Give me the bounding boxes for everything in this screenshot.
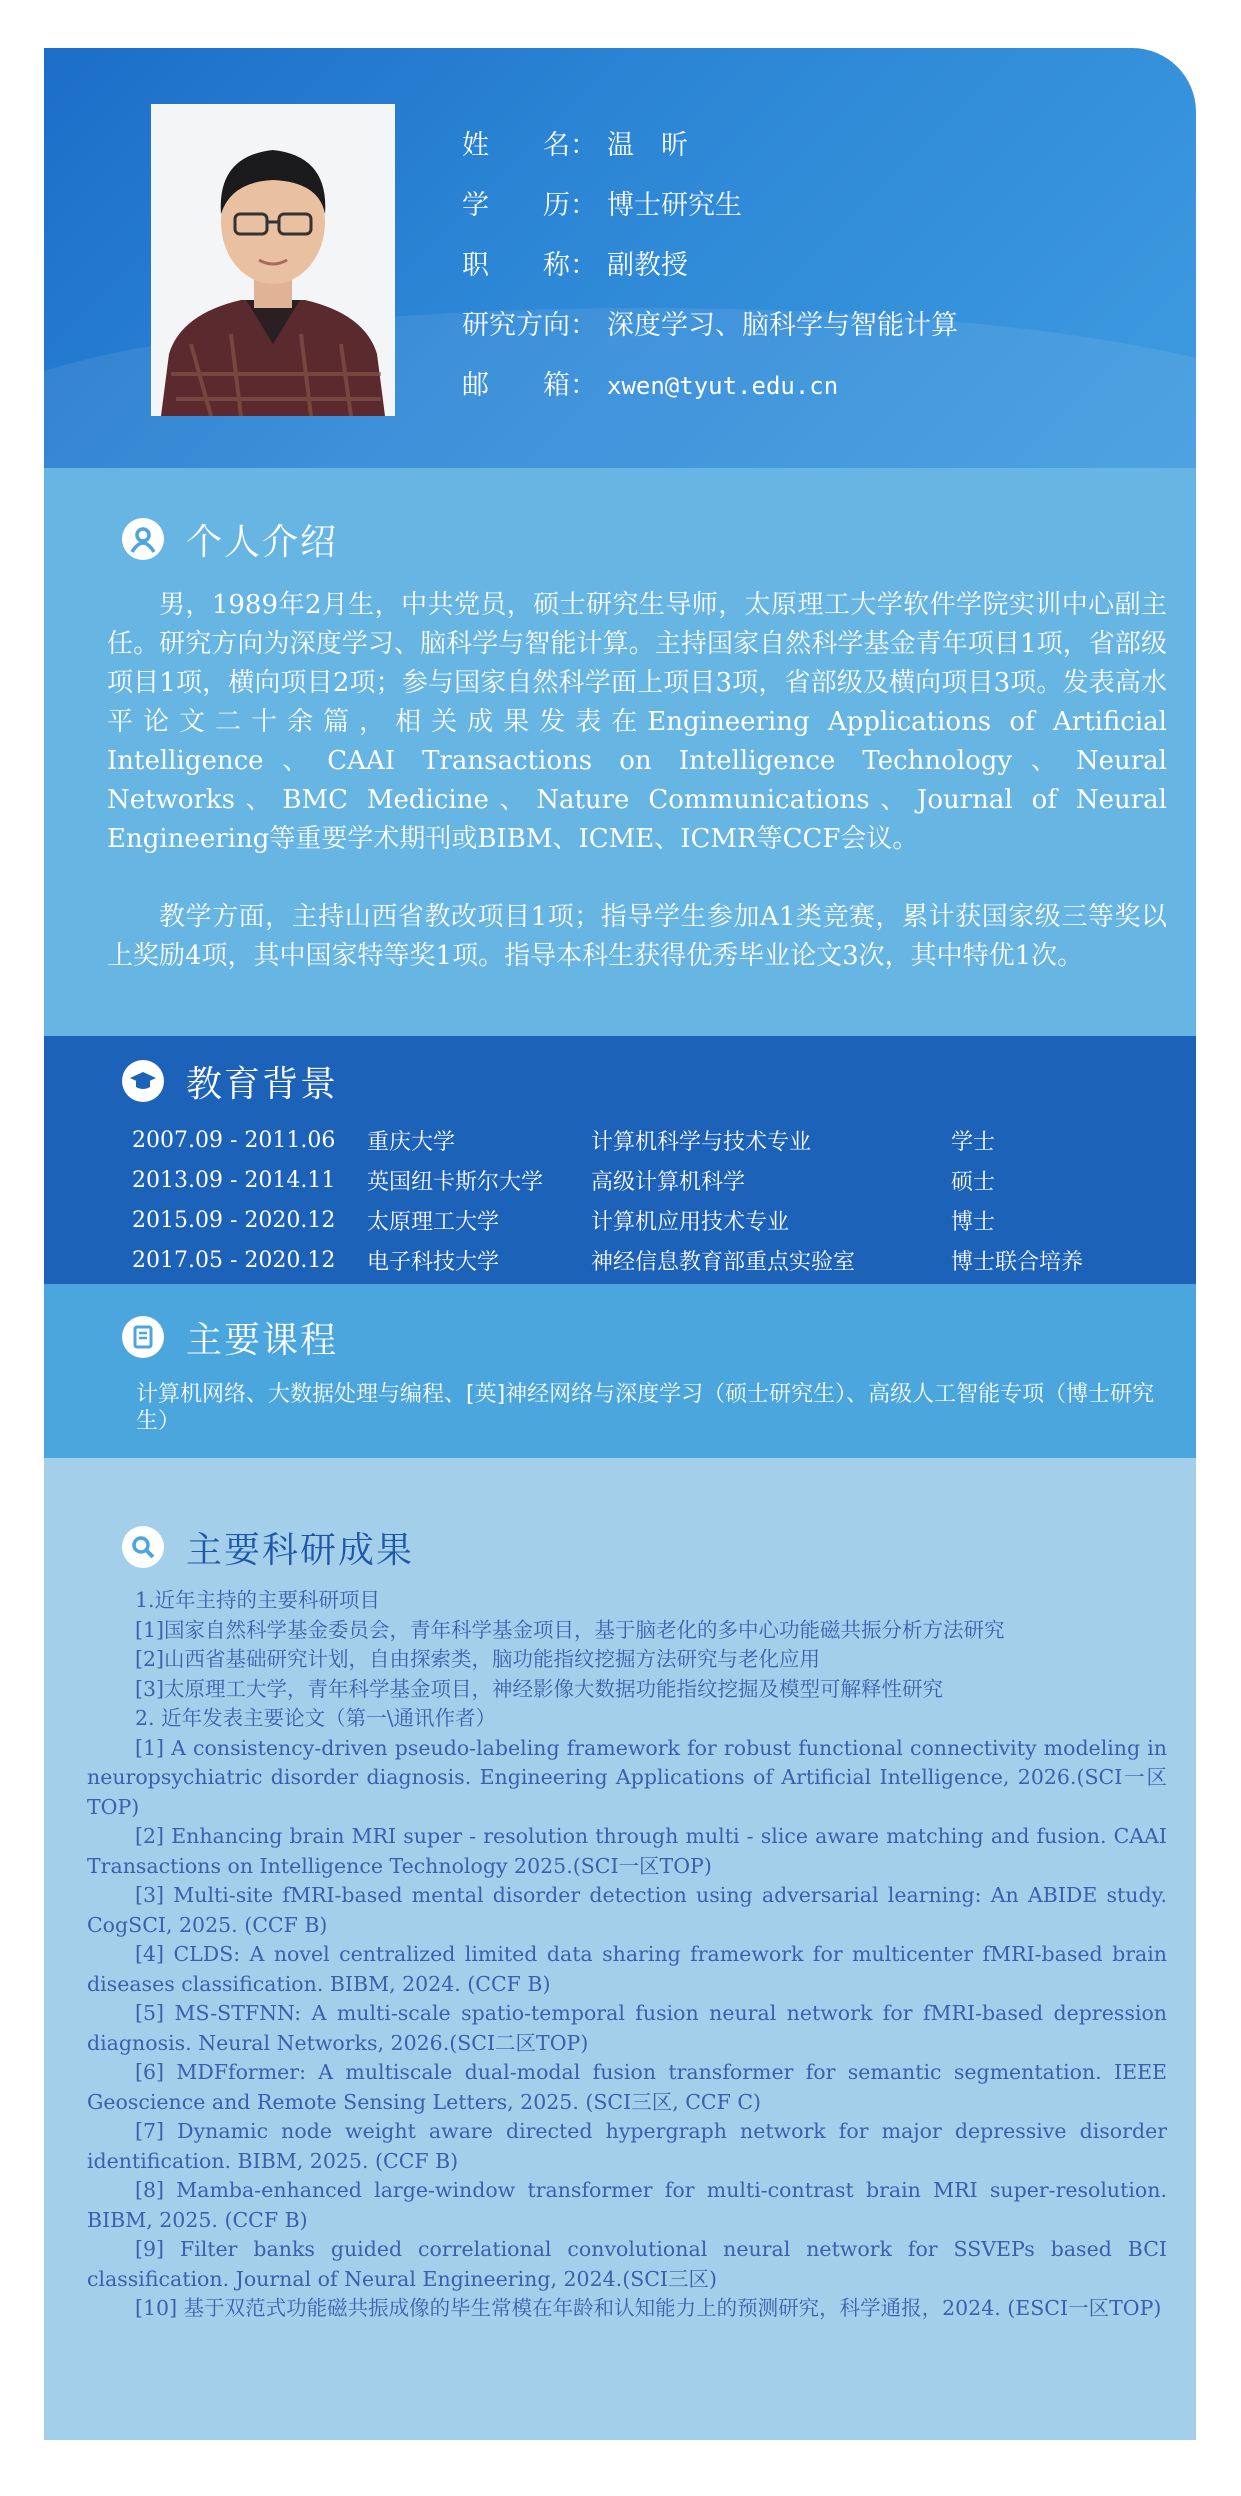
table-row <box>132 1160 1151 1200</box>
email-row <box>462 356 958 416</box>
education-section <box>44 1036 1196 1284</box>
research-value: 深度学习、脑科学与智能计算 <box>607 310 958 341</box>
edu-school: 英国纽卡斯尔大学 <box>367 1169 544 1195</box>
table-row <box>132 1120 1151 1160</box>
list-item: 2. 近年发表主要论文（第一\通讯作者） <box>135 1706 496 1730</box>
list-item: [1]国家自然科学基金委员会，青年科学基金项目，基于脑老化的多中心功能磁共振分析方法研究 <box>135 1617 1005 1642</box>
list-item: [2] Enhancing brain MRI super - resolution through multi - slice aware matching and fusion. CAAI Transactions on Intelligence Technology 2025.(SCI一区TOP) <box>87 1824 1167 1878</box>
list-item: [10] 基于双范式功能磁共振成像的毕生常模在年龄和认知能力上的预测研究，科学通报，2024. (ESCI一区TOP) <box>135 2296 1162 2320</box>
name-row <box>462 116 958 176</box>
email-label: 邮 箱： <box>462 370 597 401</box>
list-item: [4] CLDS: A novel centralized limited data sharing framework for multicenter fMRI-based brain diseases classification. BIBM, 2024. (CCF B) <box>87 1942 1167 1996</box>
edu-degree: 博士 <box>951 1209 996 1235</box>
book-icon <box>122 1316 164 1358</box>
title-value: 副教授 <box>607 250 688 281</box>
research-section <box>44 1458 1196 2440</box>
education-table <box>132 1120 1151 1280</box>
research-list <box>87 1586 1167 2324</box>
list-item: [3] Multi-site fMRI-based mental disorder detection using adversarial learning: An ABIDE study. CogSCI, 2025. (CCF B) <box>87 1883 1167 1937</box>
intro-heading <box>44 494 1196 584</box>
table-row <box>132 1200 1151 1240</box>
edu-degree: 学士 <box>951 1129 996 1155</box>
intro-paragraph-2: 教学方面，主持山西省教改项目1项；指导学生参加A1类竞赛，累计获国家级三等奖以上奖励4项，其中国家特等奖1项。指导本科生获得优秀毕业论文3次，其中特优1次。 <box>107 902 1167 971</box>
name-value: 温 昕 <box>607 130 688 161</box>
courses-title: 主要课程 <box>186 1319 339 1361</box>
title-row <box>462 236 958 296</box>
degree-row <box>462 176 958 236</box>
degree-label: 学 历： <box>462 190 597 221</box>
courses-section <box>44 1284 1196 1458</box>
title-label: 职 称： <box>462 250 597 281</box>
edu-period: 2013.09 - 2014.11 <box>132 1167 336 1193</box>
edu-major: 计算机科学与技术专业 <box>591 1129 812 1155</box>
list-item: 1.近年主持的主要科研项目 <box>135 1588 381 1612</box>
edu-major: 高级计算机科学 <box>591 1169 746 1195</box>
research-heading <box>44 1502 1196 1592</box>
edu-major: 神经信息教育部重点实验室 <box>591 1249 856 1275</box>
list-item: [9] Filter banks guided correlational convolutional neural network for SSVEPs based BCI classification. Journal of Neural Engineering, 2024.(SCI三区) <box>87 2237 1167 2291</box>
edu-period: 2017.05 - 2020.12 <box>132 1247 336 1273</box>
search-icon <box>122 1526 164 1568</box>
edu-school: 重庆大学 <box>367 1129 456 1155</box>
edu-degree: 博士联合培养 <box>951 1249 1084 1275</box>
intro-paragraph-1: 男，1989年2月生，中共党员，硕士研究生导师，太原理工大学软件学院实训中心副主任。研究方向为深度学习、脑科学与智能计算。主持国家自然科学基金青年项目1项，省部级项目1项，横向项目2项；参与国家自然科学面上项目3项，省部级及横向项目3项。发表高水平论文二十余篇，相关成果发表在Engineering Applications of Artificial Intelligence、CAAI Transactions on Intelligence Technology、Neural Networks、BMC Medicine、Nature Communications、Journal of Neural Engineering等重要学术期刊或BIBM、ICME、ICMR等CCF会议。 <box>107 590 1167 854</box>
profile-header <box>44 48 1196 468</box>
list-item: [1] A consistency-driven pseudo-labeling framework for robust functional connectivity modeling in neuropsychiatric disorder diagnosis. Engineering Applications of Artificial Intelligence, 2026.(SCI一区TOP) <box>87 1735 1167 1819</box>
edu-school: 太原理工大学 <box>367 1209 500 1235</box>
person-icon <box>122 518 164 560</box>
list-item: [2]山西省基础研究计划，自由探索类，脑功能指纹挖掘方法研究与老化应用 <box>135 1647 821 1671</box>
education-heading <box>44 1036 1196 1126</box>
email-link[interactable]: xwen@tyut.edu.cn <box>607 372 839 400</box>
edu-period: 2007.09 - 2011.06 <box>132 1127 336 1153</box>
intro-section <box>44 468 1196 1036</box>
edu-school: 电子科技大学 <box>367 1249 500 1275</box>
education-title: 教育背景 <box>186 1063 339 1105</box>
degree-value: 博士研究生 <box>607 190 742 221</box>
list-item: [7] Dynamic node weight aware directed hypergraph network for major depressive disorder identification. BIBM, 2025. (CCF B) <box>87 2119 1167 2173</box>
list-item: [5] MS-STFNN: A multi-scale spatio-temporal fusion neural network for fMRI-based depression diagnosis. Neural Networks, 2026.(SCI二区TOP) <box>87 2001 1167 2055</box>
graduation-cap-icon <box>122 1060 164 1102</box>
profile-photo <box>151 104 395 416</box>
research-title: 主要科研成果 <box>186 1529 415 1571</box>
table-row <box>132 1240 1151 1280</box>
courses-heading <box>44 1292 1196 1382</box>
edu-major: 计算机应用技术专业 <box>591 1209 790 1235</box>
list-item: [8] Mamba-enhanced large-window transformer for multi-contrast brain MRI super-resolution. BIBM, 2025. (CCF B) <box>87 2178 1167 2232</box>
list-item: [3]太原理工大学，青年科学基金项目，神经影像大数据功能指纹挖掘及模型可解释性研究 <box>135 1676 944 1701</box>
edu-period: 2015.09 - 2020.12 <box>132 1207 336 1233</box>
portrait-image <box>151 104 395 416</box>
name-label: 姓 名： <box>462 130 597 161</box>
list-item: [6] MDFformer: A multiscale dual-modal fusion transformer for semantic segmentation. IEEE Geoscience and Remote Sensing Letters, 2025. (SCI三区, CCF C) <box>87 2060 1167 2114</box>
resume-card <box>44 48 1196 2440</box>
research-row <box>462 296 958 356</box>
research-label: 研究方向： <box>462 310 597 341</box>
intro-title: 个人介绍 <box>186 521 339 563</box>
courses-text: 计算机网络、大数据处理与编程、[英]神经网络与深度学习（硕士研究生）、高级人工智能专项（博士研究生） <box>136 1382 1155 1434</box>
edu-degree: 硕士 <box>951 1169 996 1195</box>
profile-info <box>462 116 958 416</box>
